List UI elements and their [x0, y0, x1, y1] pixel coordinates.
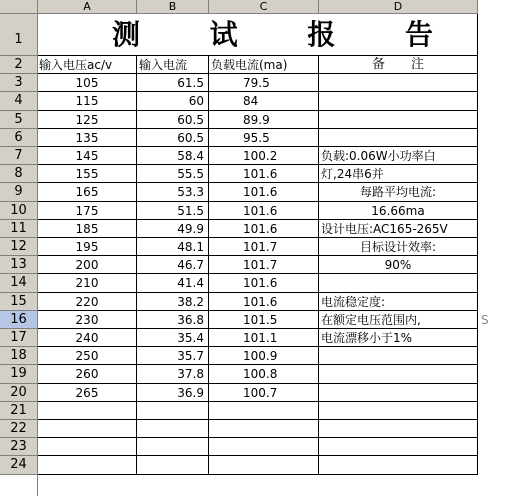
row-header-24[interactable]: 24	[0, 456, 38, 474]
row-header-6[interactable]: 6	[0, 129, 38, 147]
cell-c19[interactable]: 100.8	[209, 365, 319, 383]
cell-c8[interactable]: 101.6	[209, 165, 319, 183]
cell-a11[interactable]: 185	[38, 220, 137, 238]
report-title[interactable]	[38, 14, 478, 56]
cell-d3[interactable]	[319, 74, 478, 92]
row-header-22[interactable]: 22	[0, 420, 38, 438]
cell-a9[interactable]: 165	[38, 183, 137, 201]
cell-a19[interactable]: 260	[38, 365, 137, 383]
cell-b24[interactable]	[137, 456, 209, 474]
row-header-13[interactable]: 13	[0, 256, 38, 274]
cell-a20[interactable]: 265	[38, 384, 137, 402]
cell-c18[interactable]: 100.9	[209, 347, 319, 365]
row-header-21[interactable]: 21	[0, 402, 38, 420]
cell-d21[interactable]	[319, 402, 478, 420]
cell-b20[interactable]: 36.9	[137, 384, 209, 402]
cell-d9[interactable]: 每路平均电流:	[319, 183, 478, 201]
cell-c6[interactable]: 95.5	[209, 129, 319, 147]
column-title-c[interactable]: 负载电流(ma)	[209, 56, 319, 74]
cell-a17[interactable]: 240	[38, 329, 137, 347]
overflow-text-fragment: S	[481, 312, 489, 327]
row-header-23[interactable]: 23	[0, 438, 38, 456]
cell-a21[interactable]	[38, 402, 137, 420]
cell-d8[interactable]: 灯,24串6并	[319, 165, 478, 183]
row-header-19[interactable]: 19	[0, 365, 38, 383]
row-header-11[interactable]: 11	[0, 220, 38, 238]
cell-d23[interactable]	[319, 438, 478, 456]
row-header-5[interactable]: 5	[0, 111, 38, 129]
cell-b17[interactable]: 35.4	[137, 329, 209, 347]
cell-c20[interactable]: 100.7	[209, 384, 319, 402]
row-header-20[interactable]: 20	[0, 384, 38, 402]
cell-b5[interactable]: 60.5	[137, 111, 209, 129]
cell-c17[interactable]: 101.1	[209, 329, 319, 347]
cell-d19[interactable]	[319, 365, 478, 383]
cell-c21[interactable]	[209, 402, 319, 420]
cell-d16[interactable]: 在额定电压范围内,	[319, 311, 478, 329]
row-header-2[interactable]: 2	[0, 56, 38, 74]
cell-a23[interactable]	[38, 438, 137, 456]
title-char: 告	[404, 17, 433, 51]
cell-a22[interactable]	[38, 420, 137, 438]
cell-b19[interactable]: 37.8	[137, 365, 209, 383]
cell-b11[interactable]: 49.9	[137, 220, 209, 238]
cell-c5[interactable]: 89.9	[209, 111, 319, 129]
cell-b18[interactable]: 35.7	[137, 347, 209, 365]
cell-d11[interactable]: 设计电压:AC165-265V	[319, 220, 478, 238]
cell-c16[interactable]: 101.5	[209, 311, 319, 329]
cell-d4[interactable]	[319, 92, 478, 110]
row-header-14[interactable]: 14	[0, 274, 38, 292]
cell-b15[interactable]: 38.2	[137, 293, 209, 311]
cell-c22[interactable]	[209, 420, 319, 438]
cell-b6[interactable]: 60.5	[137, 129, 209, 147]
cell-d10[interactable]: 16.66ma	[319, 202, 478, 220]
row-header-4[interactable]: 4	[0, 92, 38, 110]
cell-b3[interactable]: 61.5	[137, 74, 209, 92]
cell-d15[interactable]: 电流稳定度:	[319, 293, 478, 311]
cell-d20[interactable]	[319, 384, 478, 402]
cell-a13[interactable]: 200	[38, 256, 137, 274]
row-header-18[interactable]: 18	[0, 347, 38, 365]
cell-d14[interactable]	[319, 274, 478, 292]
row-header-8[interactable]: 8	[0, 165, 38, 183]
cell-d24[interactable]	[319, 456, 478, 474]
cell-d5[interactable]	[319, 111, 478, 129]
cell-c11[interactable]: 101.6	[209, 220, 319, 238]
cell-a12[interactable]: 195	[38, 238, 137, 256]
row-header-9[interactable]: 9	[0, 183, 38, 201]
row-header-12[interactable]: 12	[0, 238, 38, 256]
row-header-17[interactable]: 17	[0, 329, 38, 347]
cell-d13[interactable]: 90%	[319, 256, 478, 274]
grid-left-border	[37, 0, 38, 496]
cell-a24[interactable]	[38, 456, 137, 474]
cell-c10[interactable]: 101.6	[209, 202, 319, 220]
row-header-15[interactable]: 15	[0, 293, 38, 311]
cell-a16[interactable]: 230	[38, 311, 137, 329]
cell-c7[interactable]: 100.2	[209, 147, 319, 165]
title-char: 试	[209, 17, 238, 51]
cell-a10[interactable]: 175	[38, 202, 137, 220]
column-title-b[interactable]: 输入电流	[137, 56, 209, 74]
cell-b16[interactable]: 36.8	[137, 311, 209, 329]
cell-b14[interactable]: 41.4	[137, 274, 209, 292]
cell-b21[interactable]	[137, 402, 209, 420]
row-header-7[interactable]: 7	[0, 147, 38, 165]
cell-b9[interactable]: 53.3	[137, 183, 209, 201]
cell-c24[interactable]	[209, 456, 319, 474]
cell-b10[interactable]: 51.5	[137, 202, 209, 220]
cell-c14[interactable]: 101.6	[209, 274, 319, 292]
column-header-c[interactable]: C	[209, 0, 319, 14]
cell-a5[interactable]: 125	[38, 111, 137, 129]
row-header-16[interactable]: 16	[0, 311, 38, 329]
cell-d6[interactable]	[319, 129, 478, 147]
cell-b13[interactable]: 46.7	[137, 256, 209, 274]
cell-a14[interactable]: 210	[38, 274, 137, 292]
cell-c13[interactable]: 101.7	[209, 256, 319, 274]
row-header-1[interactable]: 1	[0, 14, 38, 56]
cell-c15[interactable]: 101.6	[209, 293, 319, 311]
row-header-10[interactable]: 10	[0, 202, 38, 220]
cell-b23[interactable]	[137, 438, 209, 456]
cell-b7[interactable]: 58.4	[137, 147, 209, 165]
column-header-a[interactable]: A	[38, 0, 137, 14]
cell-b22[interactable]	[137, 420, 209, 438]
select-all-corner[interactable]	[0, 0, 38, 14]
cell-c23[interactable]	[209, 438, 319, 456]
cell-b4[interactable]: 60	[137, 92, 209, 110]
cell-d22[interactable]	[319, 420, 478, 438]
column-header-b[interactable]: B	[137, 0, 209, 14]
cell-c12[interactable]: 101.7	[209, 238, 319, 256]
cell-d12[interactable]: 目标设计效率:	[319, 238, 478, 256]
row-header-3[interactable]: 3	[0, 74, 38, 92]
cell-a18[interactable]: 250	[38, 347, 137, 365]
cell-c9[interactable]: 101.6	[209, 183, 319, 201]
cell-d7[interactable]: 负载:0.06W小功率白	[319, 147, 478, 165]
cell-d18[interactable]	[319, 347, 478, 365]
cell-c4[interactable]: 84	[209, 92, 319, 110]
cell-a4[interactable]: 115	[38, 92, 137, 110]
title-char: 报	[307, 17, 336, 51]
cell-d17[interactable]: 电流漂移小于1%	[319, 329, 478, 347]
cell-b12[interactable]: 48.1	[137, 238, 209, 256]
column-header-d[interactable]: D	[319, 0, 478, 14]
cell-a7[interactable]: 145	[38, 147, 137, 165]
cell-c3[interactable]: 79.5	[209, 74, 319, 92]
cell-a15[interactable]: 220	[38, 293, 137, 311]
cell-a8[interactable]: 155	[38, 165, 137, 183]
cell-b8[interactable]: 55.5	[137, 165, 209, 183]
column-title-d[interactable]: 备 注	[319, 56, 478, 74]
column-title-a[interactable]: 输入电压ac/v	[38, 56, 137, 74]
cell-a3[interactable]: 105	[38, 74, 137, 92]
title-char: 测	[112, 17, 141, 51]
cell-a6[interactable]: 135	[38, 129, 137, 147]
